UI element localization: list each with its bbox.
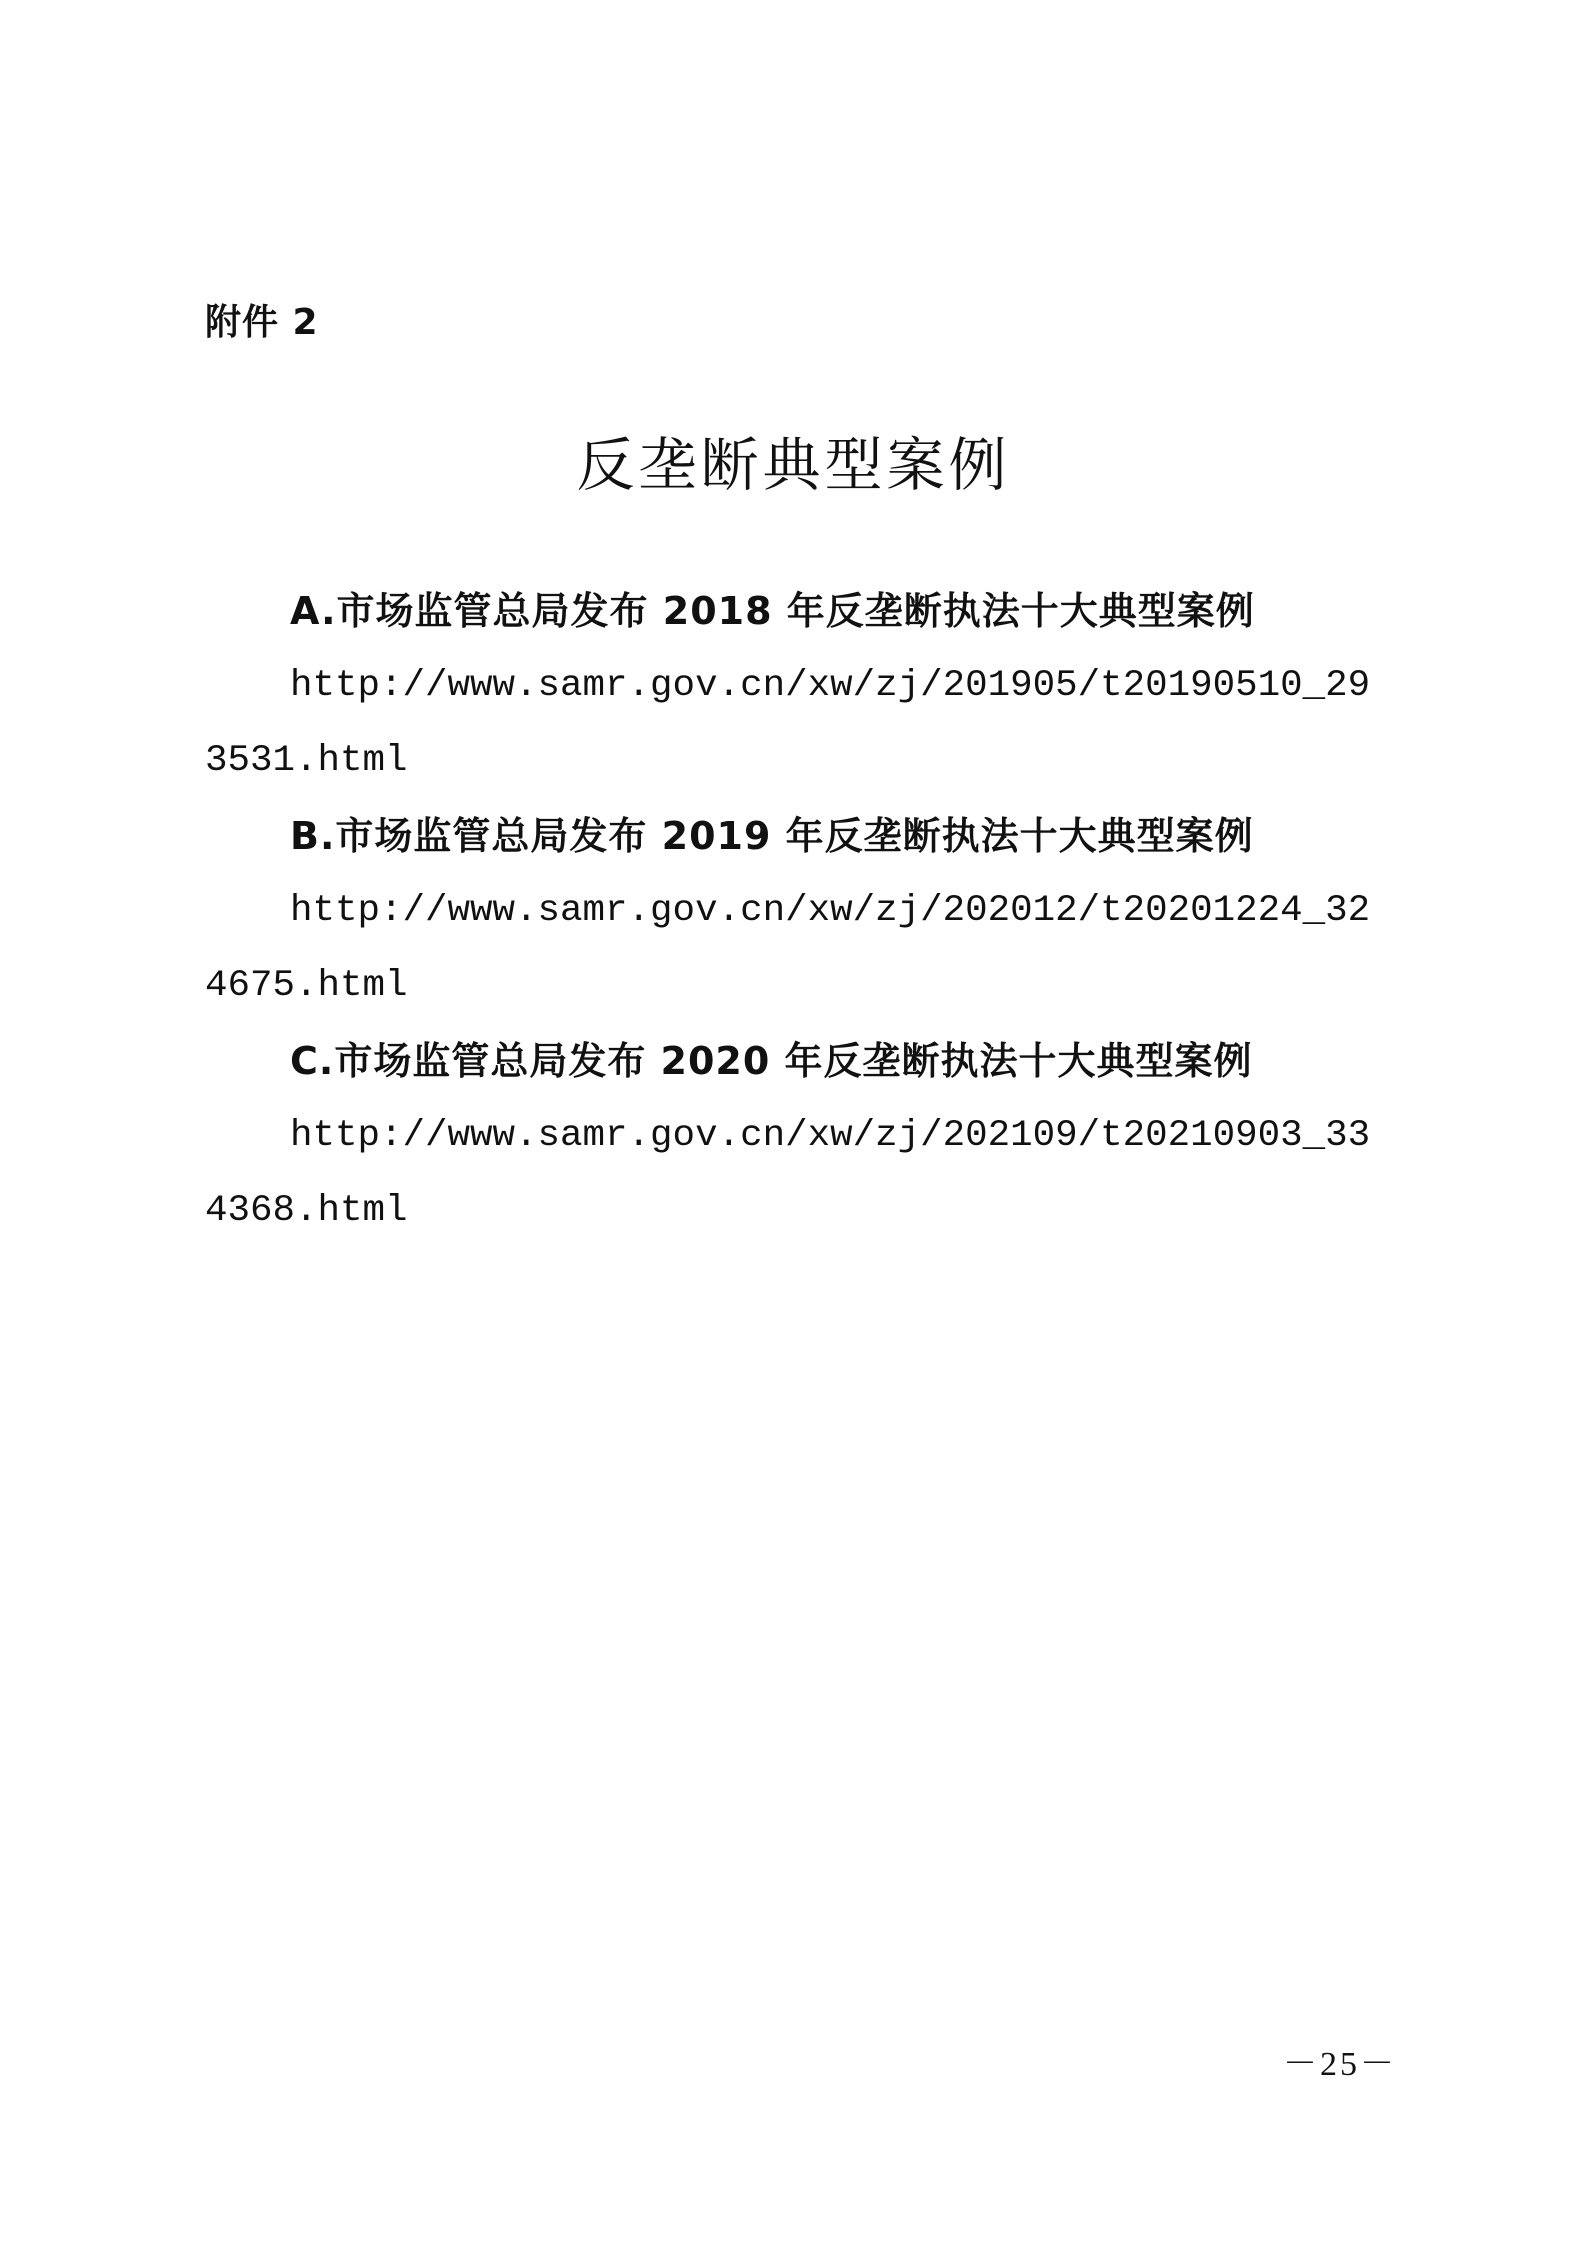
case-item-b: [205, 799, 1385, 1024]
case-heading: C.市场监管总局发布 2020 年反垄断执法十大典型案例: [290, 1039, 1253, 1083]
case-url-link[interactable]: http://www.samr.gov.cn/xw/zj/201905/t20190510_293531.html: [205, 665, 1371, 782]
case-heading: B.市场监管总局发布 2019 年反垄断执法十大典型案例: [290, 814, 1254, 858]
case-url-link[interactable]: http://www.samr.gov.cn/xw/zj/202109/t20210903_334368.html: [205, 1115, 1371, 1232]
document-title: 反垄断典型案例: [576, 431, 1011, 499]
attachment-label: 附件 2: [205, 302, 319, 343]
case-item-a: [205, 574, 1385, 799]
case-list: [205, 574, 1385, 1249]
case-heading: A.市场监管总局发布 2018 年反垄断执法十大典型案例: [290, 589, 1255, 633]
case-url-link[interactable]: http://www.samr.gov.cn/xw/zj/202012/t20201224_324675.html: [205, 890, 1371, 1007]
case-item-c: [205, 1024, 1385, 1249]
page-number: －25－: [1283, 2046, 1397, 2083]
